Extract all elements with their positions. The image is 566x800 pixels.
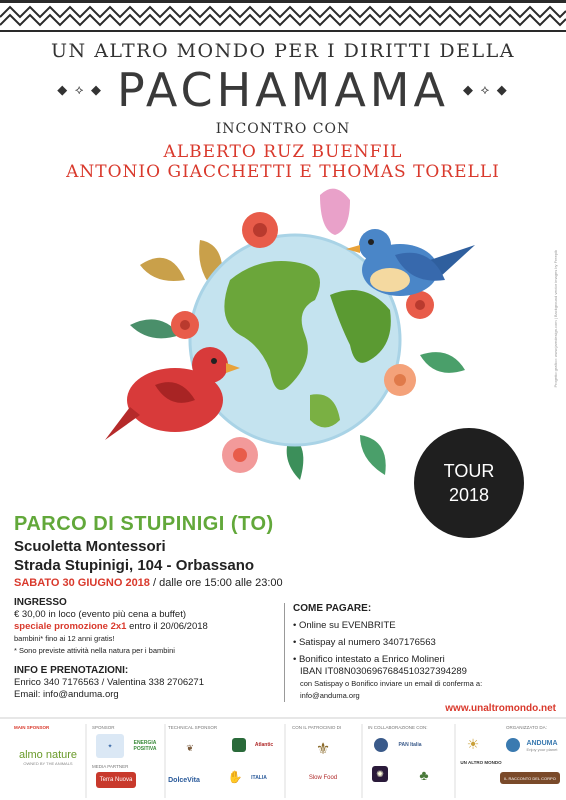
info-heading: INFO E PRENOTAZIONI: bbox=[14, 665, 129, 676]
tour-badge-line1: TOUR bbox=[443, 461, 495, 481]
pagare-confirm-line1: con Satispay o Bonifico inviare un email di conferma a: bbox=[300, 679, 483, 688]
ornament-right-icon: ◆ ⟡ ◆ bbox=[462, 82, 509, 97]
technical-sponsor-label: TECHNICAL SPONSOR bbox=[168, 725, 218, 730]
ingresso-kids: bambini* fino ai 12 anni gratis! bbox=[14, 634, 115, 643]
ingresso-promo-rest: entro il 20/06/2018 bbox=[126, 621, 208, 632]
event-date-bold: SABATO 30 GIUGNO 2018 bbox=[14, 577, 150, 589]
anduma-globe-icon bbox=[506, 738, 520, 752]
anduma-logo-text: ANDUMA bbox=[526, 740, 558, 747]
technical-sponsor-logo-2 bbox=[232, 738, 246, 752]
sponsor-logo-1: ✦ bbox=[96, 734, 124, 758]
ornament-left-icon: ◆ ⟡ ◆ bbox=[57, 82, 104, 97]
un-altro-mondo-logo: UN ALTRO MONDO bbox=[460, 759, 502, 765]
tribal-pattern-border bbox=[0, 0, 566, 34]
info-phones: Enrico 340 7176563 / Valentina 338 2706271 bbox=[14, 677, 204, 688]
almo-logo-sub: OWNED BY THE ANIMALS bbox=[23, 760, 73, 766]
website-link[interactable]: www.unaltromondo.net bbox=[445, 703, 556, 714]
speaker-names-line2: ANTONIO GIACCHETTI E THOMAS TORELLI bbox=[66, 162, 500, 182]
venue-name: PARCO DI STUPINIGI (TO) bbox=[14, 513, 274, 535]
venue-line1: Scuoletta Montessori bbox=[14, 538, 166, 555]
collab-label: IN COLLABORAZIONE CON: bbox=[368, 725, 428, 730]
slow-food-logo: Slow Food bbox=[308, 775, 338, 781]
hands-icon: ✋ bbox=[227, 770, 243, 784]
collab-logo-dark-icon: ✺ bbox=[372, 766, 388, 782]
technical-sponsor-logo-1: ❦ bbox=[186, 742, 194, 753]
pagare-iban: IBAN IT08N0306967684510327394289 bbox=[300, 666, 467, 677]
organized-label: ORGANIZZATO DA: bbox=[506, 725, 547, 730]
pagare-heading: COME PAGARE: bbox=[293, 603, 372, 614]
ingresso-info-column bbox=[14, 597, 269, 701]
media-partner-label: MEDIA PARTNER bbox=[92, 764, 129, 769]
main-sponsor-label: MAIN SPONSOR bbox=[14, 725, 50, 730]
coat-of-arms-icon: ⚜ bbox=[315, 741, 331, 758]
tour-badge-line2: 2018 bbox=[448, 485, 490, 505]
racconto-del-corpo-logo: IL RACCONTO DEL CORPO bbox=[500, 772, 560, 784]
ingresso-note: * Sono previste attività nella natura per i bambini bbox=[14, 646, 175, 655]
pan-italia-emblem-icon bbox=[374, 738, 388, 752]
header-line1: UN ALTRO MONDO PER I DIRITTI DELLA bbox=[51, 40, 515, 62]
tour-badge bbox=[414, 428, 524, 538]
ingresso-promo-bold: speciale promozione 2x1 bbox=[14, 621, 127, 632]
anduma-logo-sub: Enjoy your planet bbox=[526, 747, 558, 752]
info-email[interactable]: Email: info@anduma.org bbox=[14, 689, 119, 700]
italia-logo: ITALIA bbox=[251, 775, 267, 781]
anduma-logo bbox=[522, 734, 562, 758]
event-date bbox=[14, 577, 283, 589]
atlantic-logo: Atlantic bbox=[254, 742, 274, 748]
header-line3: INCONTRO CON bbox=[215, 121, 351, 137]
almo-nature-logo bbox=[18, 740, 78, 774]
event-date-rest: / dalle ore 15:00 alle 23:00 bbox=[149, 577, 283, 589]
title-row bbox=[0, 62, 566, 118]
dolcevita-logo: DolceVita bbox=[168, 776, 200, 784]
pagare-confirm-line2[interactable]: info@anduma.org bbox=[300, 691, 360, 700]
ingresso-price: € 30,00 in loco (evento più cena a buffet) bbox=[14, 609, 187, 620]
page-title: PACHAMAMA bbox=[117, 63, 449, 117]
pagare-option-bonifico: • Bonifico intestato a Enrico Molineri bbox=[293, 654, 445, 665]
collab-logo-tree-icon: ♣ bbox=[419, 767, 429, 783]
ingresso-heading: INGRESSO bbox=[14, 597, 67, 608]
patrocinio-label: CON IL PATROCINIO DI bbox=[292, 725, 342, 730]
almo-logo-text: almo nature bbox=[18, 748, 78, 761]
design-credit: Progetto grafico: www.jaredesign.com | Background vector images by Freepik bbox=[553, 250, 558, 388]
venue-line2: Strada Stupinigi, 104 - Orbassano bbox=[14, 557, 255, 574]
sponsor-label: SPONSOR bbox=[92, 725, 115, 730]
pan-italia-logo: PAN Italia bbox=[398, 742, 422, 748]
energia-positiva-logo: ENERGIA POSITIVA bbox=[133, 740, 157, 752]
pagare-option-evenbrite: • Online su EVENBRITE bbox=[293, 620, 396, 631]
payment-column bbox=[284, 603, 554, 702]
speaker-names-line1: ALBERTO RUZ BUENFIL bbox=[163, 142, 403, 162]
terra-nuova-logo: Terra Nuova bbox=[96, 772, 136, 788]
ingresso-promo bbox=[14, 621, 269, 633]
sun-icon: ☀ bbox=[466, 735, 480, 752]
pagare-option-satispay: • Satispay al numero 3407176563 bbox=[293, 637, 436, 648]
